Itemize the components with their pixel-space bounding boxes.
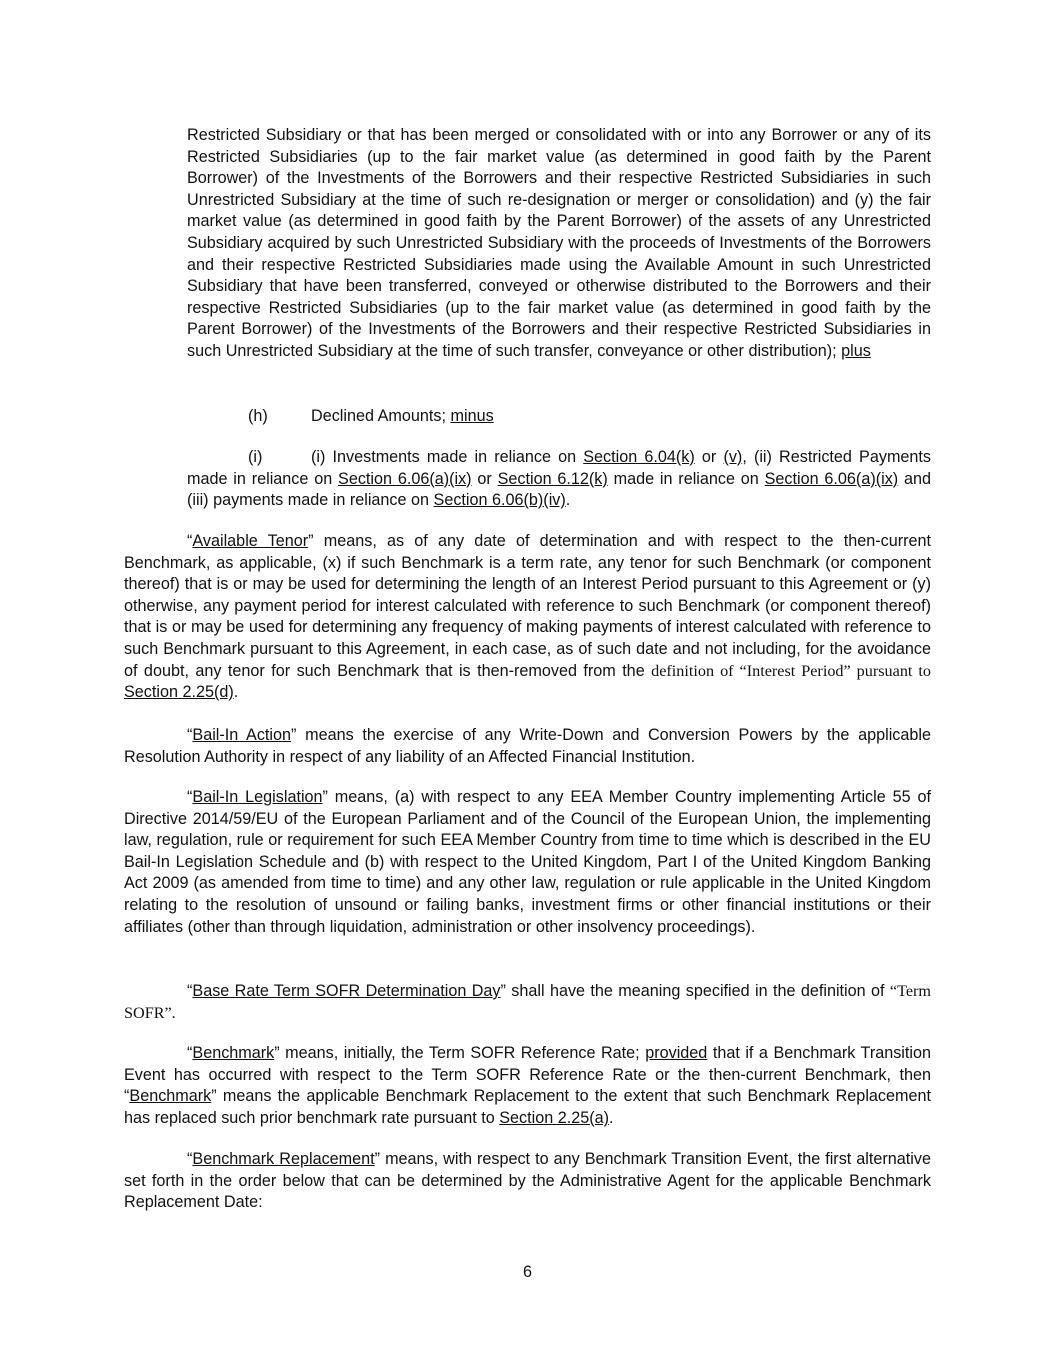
term-sofr-serif-text: “Term SOFR”. bbox=[124, 982, 931, 1022]
clause-i-text-2: or bbox=[701, 448, 717, 466]
clause-i-text-6: and (iii) payments made in reliance on bbox=[187, 469, 932, 510]
definition-base-rate-term-sofr bbox=[124, 981, 931, 1024]
clause-h-text-wrap bbox=[311, 406, 494, 428]
provided-word: provided bbox=[645, 1044, 708, 1062]
bail-in-action-body: ” means the exercise of any Write-Down and Conversion Powers by the applicable Resolution Authority in respect of any liability of an Affected Financial Institution. bbox=[124, 726, 932, 766]
open-quote: “ bbox=[187, 532, 193, 550]
bail-in-legislation-body: ” means, (a) with respect to any EEA Member Country implementing Article 55 of Directive 2014/59/EU of the European Parliament and of the Council of the European Union, the implementing law, regulation, rule or requirement for such EEA Member Country from time to time which is described in the EU Bail-In Legislation Schedule and (b) with respect to the United Kingdom, Part I of the United Kingdom Banking Act 2009 (as amended from time to time) and any other law, regulation or rule applicable in the United Kingdom relating to the resolution of unsound or failing banks, investment firms or other financial institutions or their affiliates (other than through liquidation, administration or other insolvency proceedings). bbox=[124, 788, 931, 936]
benchmark-text-1: ” means, initially, the Term SOFR Reference Rate; bbox=[274, 1044, 640, 1062]
clause-i-label: (i) bbox=[248, 448, 263, 466]
available-tenor-body: ” means, as of any date of determination and with respect to the then-current Benchmark, as applicable, (x) if such Benchmark is a term rate, any tenor for such Benchmark (or component thereof) that is or may be used for determining the length of an Interest Period pursuant to this Agreement or (y) otherwise, any payment period for interest calculated with reference to such Benchmark (or component thereof) that is or may be used for determining any frequency of making payments of interest calculated with reference to such Benchmark pursuant to this Agreement, in each case, as of such date and not including, for the avoidance of doubt, any tenor for such Benchmark that is then-removed from the bbox=[124, 532, 931, 680]
open-quote: “ bbox=[187, 982, 193, 1000]
benchmark-text-3: ” means the applicable Benchmark Replacement to the extent that such Benchmark Replacement has replaced such prior benchmark rate pursuant to bbox=[124, 1087, 931, 1127]
clause-i-paragraph bbox=[187, 447, 931, 512]
section-ref-6-06-a-ix: Section 6.06(a)(ix) bbox=[338, 469, 472, 488]
section-ref-2-25-a: Section 2.25(a) bbox=[499, 1108, 609, 1127]
clause-i-text-4: or bbox=[477, 469, 492, 488]
section-ref-v: (v) bbox=[723, 448, 743, 466]
section-ref-6-06-b-iv: Section 6.06(b)(iv) bbox=[433, 491, 566, 510]
term-bail-in-legislation: Bail-In Legislation bbox=[192, 788, 323, 806]
clause-i-text-5: made in reliance on bbox=[613, 469, 759, 488]
clause-h-label: (h) bbox=[248, 407, 268, 425]
open-quote: “ bbox=[187, 1044, 193, 1062]
open-quote: “ bbox=[187, 726, 193, 744]
term-bail-in-action: Bail-In Action bbox=[192, 726, 292, 744]
benchmark-period: . bbox=[609, 1108, 614, 1127]
term-base-rate-term-sofr-determination-day: Base Rate Term SOFR Determination Day bbox=[192, 982, 501, 1000]
section-ref-6-12-k: Section 6.12(k) bbox=[497, 469, 608, 488]
section-ref-2-25-d: Section 2.25(d) bbox=[124, 683, 234, 702]
term-benchmark: Benchmark bbox=[192, 1044, 275, 1062]
benchmark-replacement-body: ” means, with respect to any Benchmark Transition Event, the first alternative set forth in the order below that can be determined by the Administrative Agent for the applicable Benchmark Replacement Date: bbox=[124, 1150, 931, 1212]
paragraph-g-continuation bbox=[187, 125, 931, 363]
clause-i-text-1: (i) Investments made in reliance on bbox=[311, 448, 577, 466]
page-number: 6 bbox=[522, 1263, 532, 1281]
definition-bail-in-legislation bbox=[124, 787, 931, 938]
definition-benchmark-replacement bbox=[124, 1149, 931, 1214]
definition-bail-in-action bbox=[124, 725, 931, 768]
available-tenor-period: . bbox=[233, 683, 239, 702]
open-quote: “ bbox=[187, 1150, 193, 1168]
definition-benchmark bbox=[124, 1043, 931, 1129]
g-continuation-text: Restricted Subsidiary or that has been merged or consolidated with or into any Borrower or any of its Restricted Subsidiaries (up to the fair market value (as determined in good faith by the Parent Borrower) of the Investments of the Borrowers and their respective Restricted Subsidiaries in such Unrestricted Subsidiary at the time of such re-designation or merger or consolidation) and (y) the fair market value (as determined in good faith by the Parent Borrower) of the assets of any Unrestricted Subsidiary acquired by such Unrestricted Subsidiary with the proceeds of Investments of the Borrowers and their respective Restricted Subsidiaries made using the Available Amount in such Unrestricted Subsidiary that have been transferred, conveyed or otherwise distributed to the Borrowers and their respective Restricted Subsidiaries (up to the fair market value (as determined in good faith by the Parent Borrower) of the Investments of the Borrowers and their respective Restricted Subsidiaries in such Unrestricted Subsidiary at the time of such transfer, conveyance or other distribution); bbox=[187, 126, 931, 360]
term-benchmark-replacement: Benchmark Replacement bbox=[192, 1150, 375, 1168]
base-rate-body: ” shall have the meaning specified in the definition of bbox=[500, 982, 885, 1000]
term-available-tenor: Available Tenor bbox=[192, 532, 309, 550]
definition-available-tenor bbox=[124, 531, 931, 704]
plus-word: plus bbox=[841, 341, 871, 360]
section-ref-6-04-k: Section 6.04(k) bbox=[583, 448, 695, 466]
minus-word: minus bbox=[450, 407, 494, 425]
benchmark-text-2: that if a Benchmark Transition Event has occurred with respect to the Term SOFR Reference Rate or the then-current Benchmark, then “ bbox=[124, 1044, 932, 1106]
clause-i-period: . bbox=[565, 491, 571, 510]
open-quote: “ bbox=[187, 788, 193, 806]
section-ref-6-06-a-ix-2: Section 6.06(a)(ix) bbox=[764, 469, 899, 488]
available-tenor-serif-text: definition of “Interest Period” pursuant to bbox=[651, 661, 932, 680]
clause-h-text: Declined Amounts; bbox=[311, 407, 446, 425]
term-benchmark-2: Benchmark bbox=[129, 1087, 212, 1106]
clause-i-text-3: , (ii) Restricted Payments made in reliance on bbox=[187, 448, 932, 488]
